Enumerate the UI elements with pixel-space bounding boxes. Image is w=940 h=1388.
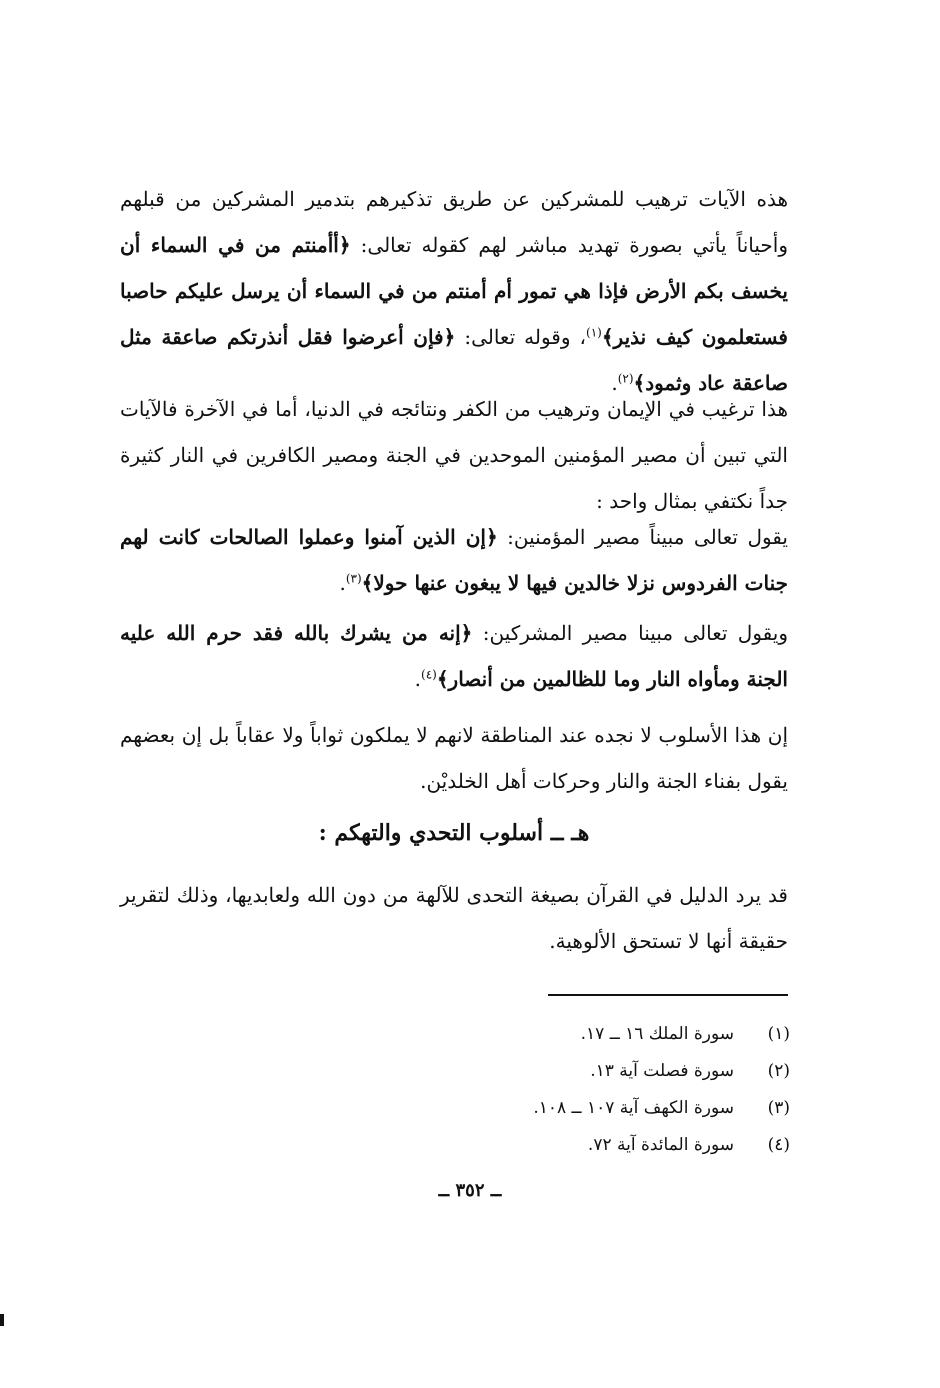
quran-quote: ﴿فإن أعرضوا فقل أنذرتكم صاعقة مثل صاعقة عاد وثمود﴾: [120, 325, 788, 395]
paragraph-text: هذا ترغيب في الإيمان وترهيب من الكفر ونتائجه في الدنيا، أما في الآخرة فالآيات التي تبين أن مصير المؤمنين الموحدين في الجنة ومصير الكافرين في النار كثيرة جداً نكتفي بمثال واحد :: [120, 397, 788, 513]
paragraph-text: .: [611, 371, 618, 395]
footnote-item: [300, 1016, 790, 1053]
paragraph-logicians-note: [120, 712, 788, 804]
paragraph-challenge-style: قد يرد الدليل في القرآن بصيغة التحدى للآلهة من دون الله ولعابديها، وذلك لتقرير حقيقة أنها لا تستحق الألوهية.: [120, 883, 788, 953]
paragraph-text: ويقول تعالى مبينا مصير المشركين:: [472, 621, 788, 645]
quran-quote: ﴿إنه من يشرك بالله فقد حرم الله عليه الجنة ومأواه النار وما للظالمين من أنصار﴾: [120, 621, 788, 691]
footnote-item: [300, 1127, 790, 1164]
footnote-reference: (٤): [421, 667, 437, 682]
footnote-reference: (١): [586, 325, 602, 340]
footnote-number: (٣): [767, 1098, 790, 1118]
paragraph-text: .: [339, 571, 346, 595]
footnote-text: سورة المائدة آية ٧٢.: [587, 1135, 734, 1155]
footnote-number: (٢): [767, 1061, 790, 1081]
paragraph-text: .: [414, 667, 421, 691]
footnotes-list: [300, 1016, 790, 1164]
footnote-number: (٤): [767, 1135, 790, 1155]
section-heading: هـ ــ أسلوب التحدي والتهكم :: [318, 820, 590, 846]
footnote-text: سورة فصلت آية ١٣.: [590, 1061, 734, 1081]
quran-quote: ﴿أأمنتم من في السماء أن يخسف بكم الأرض فإذا هي تمور أم أمنتم من في السماء أن يرسل عليكم حاصبا فستعلمون كيف نذير﴾: [120, 233, 788, 349]
scan-edge-mark: [0, 1314, 4, 1326]
quran-quote: ﴿إن الذين آمنوا وعملوا الصالحات كانت لهم جنات الفردوس نزلا خالدين فيها لا يبغون عنها حولا﴾: [120, 525, 788, 595]
footnote-number: (١): [767, 1024, 790, 1044]
footnote-item: [300, 1090, 790, 1127]
footnote-text: سورة الكهف آية ١٠٧ ــ ١٠٨.: [533, 1098, 734, 1118]
footnote-reference: (٣): [345, 571, 362, 586]
paragraph-text: هذه الآيات ترهيب للمشركين عن طريق تذكيرهم بتدمير المشركين من قبلهم وأحياناً يأتي بصورة تهديد مباشر لهم كقوله تعالى:: [120, 187, 788, 257]
footnote-item: [300, 1053, 790, 1090]
paragraph-text: ، وقوله تعالى:: [455, 325, 586, 349]
paragraph-quran-warnings: [120, 176, 788, 406]
paragraph-text: إن هذا الأسلوب لا نجده عند المناطقة لانهم لا يملكون ثواباً ولا عقاباً بل إن بعضهم يقول بفناء الجنة والنار وحركات أهل الخلديْن.: [120, 723, 788, 793]
page-number: ــ ٣٥٢ ــ: [438, 1180, 502, 1201]
paragraph-believers-fate: [120, 514, 788, 606]
footnote-text: سورة الملك ١٦ ــ ١٧.: [580, 1024, 734, 1044]
paragraph-faith-incentive: [120, 386, 788, 524]
paragraph-text: يقول تعالى مبيناً مصير المؤمنين:: [497, 525, 788, 549]
footnote-reference: (٢): [617, 371, 634, 386]
footnote-separator: [548, 994, 788, 996]
paragraph-polytheists-fate: [120, 610, 788, 702]
